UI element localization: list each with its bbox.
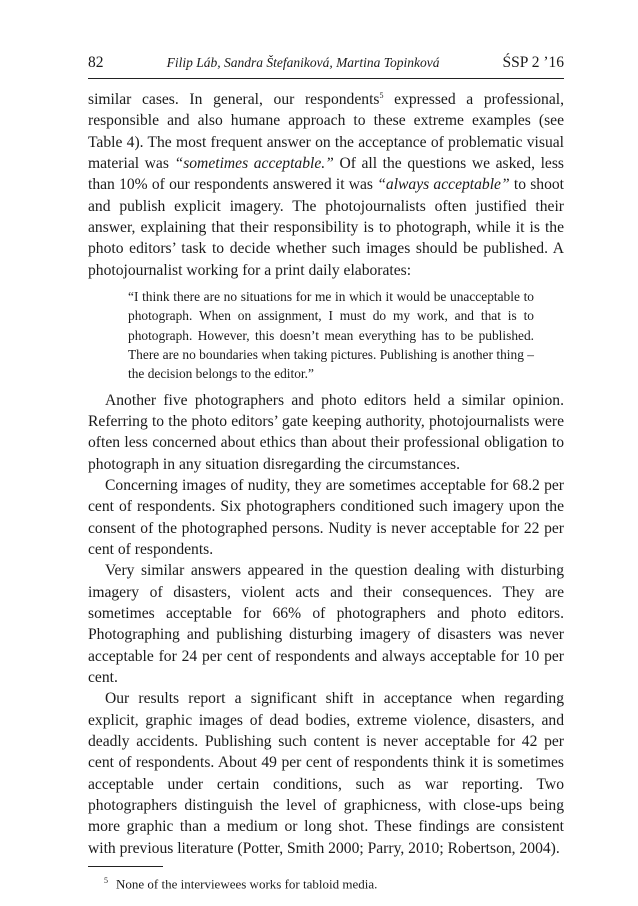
- footnote-reference: 5: [379, 90, 384, 100]
- emphasis: “sometimes acceptable.”: [174, 155, 334, 173]
- paragraph-text: similar cases. In general, our respondents: [88, 91, 380, 108]
- paragraph: [88, 89, 564, 281]
- paragraph-text: Of all the questions we asked, less than 10% of our respondents answered it was: [88, 155, 564, 194]
- running-header: [88, 52, 564, 79]
- quote-text: “I think there are no situations for me in which it would be unacceptable to photograph. When on assignment, I must do my work, and that is to photograph. However, this doesn’t mean everything has to be published. There are no boundaries when taking pictures. Publishing is another thing – the decision belongs to the editor.”: [128, 289, 534, 382]
- footnote-divider: [88, 866, 163, 867]
- emphasis: “always acceptable”: [377, 176, 510, 194]
- footnote: [88, 872, 564, 893]
- paragraph: Concerning images of nudity, they are sometimes acceptable for 68.2 per cent of respondents. Six photographers conditioned such imagery upon the consent of the photographed persons. Nudity is never acceptable for 22 per cent of respondents.: [88, 476, 564, 558]
- page: [88, 52, 564, 893]
- paragraph: Another five photographers and photo editors held a similar opinion. Referring to the photo editors’ gate keeping authority, photojournalists were often less concerned about ethics than about their professional obligation to photograph in any situation disregarding the circumstances.: [88, 391, 564, 473]
- running-head-authors: Filip Láb, Sandra Štefaniková, Martina Topinková: [166, 55, 440, 70]
- footnote-mark: 5: [104, 876, 108, 886]
- paragraph: Very similar answers appeared in the question dealing with disturbing imagery of disasters, violent acts and their consequences. They are sometimes acceptable for 66% of photographers and photo editors. Photographing and publishing disturbing imagery of disasters was never acceptable for 24 per cent of respondents and always acceptable for 10 per cent.: [88, 562, 564, 687]
- paragraph: Our results report a significant shift in acceptance when regarding explicit, graphic images of dead bodies, extreme violence, disasters, and deadly accidents. Publishing such content is never acceptable for 42 per cent of respondents. About 49 per cent of respondents think it is sometimes acceptable under certain conditions, such as war reporting. Two photographers distinguish the level of graphicness, with close-ups being more graphic than a medium or long shot. These findings are consistent with previous literature (Potter, Smith 2000; Parry, 2010; Robertson, 2004).: [88, 690, 564, 857]
- paragraph-text: expressed a professional, responsible and also humane approach to these extreme examples (see Table 4). The most frequent answer on the acceptance of problematic visual material was: [88, 91, 564, 173]
- page-number: 82: [88, 54, 104, 71]
- block-quote: [128, 287, 534, 383]
- footnote-text: None of the interviewees works for tabloid media.: [116, 876, 378, 892]
- body-text: [88, 89, 564, 859]
- journal-issue: ŚSP 2 ’16: [502, 54, 564, 71]
- paragraph-text: to shoot and publish explicit imagery. The photojournalists often justified their answer, explaining that their responsibility is to photograph, while it is the photo editors’ task to decide whether such images should be published. A photojournalist working for a print daily elaborates:: [88, 176, 564, 279]
